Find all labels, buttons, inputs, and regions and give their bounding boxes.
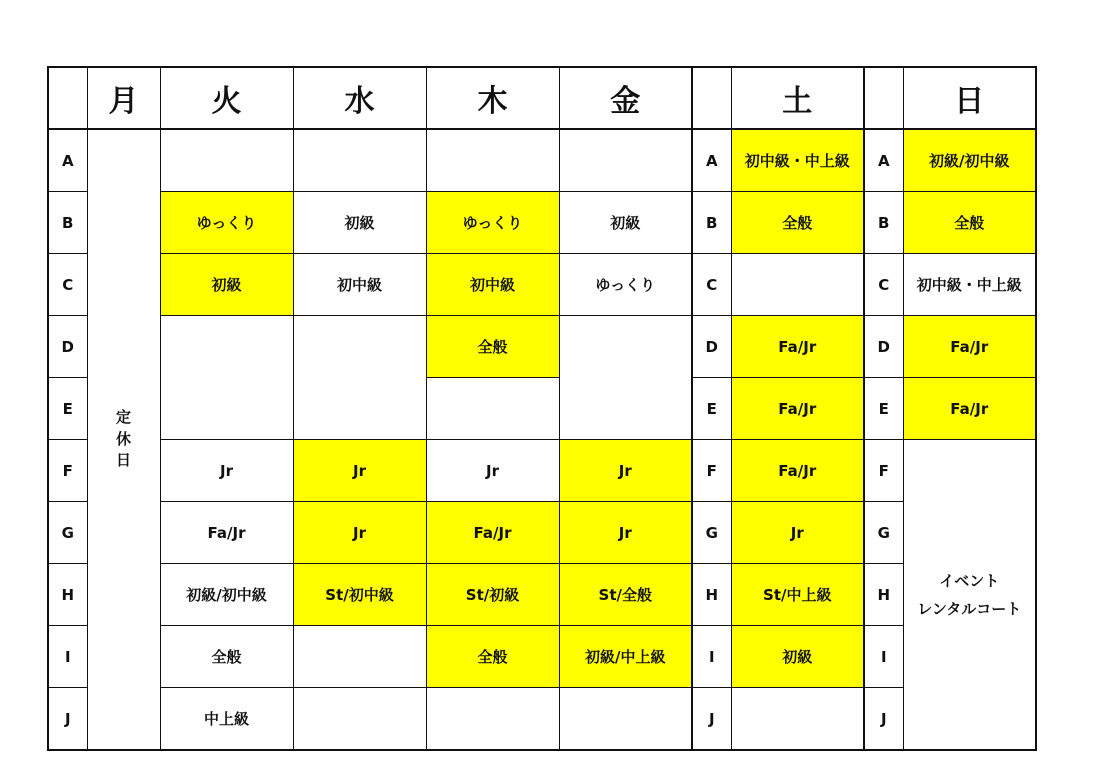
cell-tue-F: Jr <box>160 440 293 502</box>
cell-sat-J <box>731 688 864 751</box>
sat-slot-label: C <box>692 254 731 316</box>
sat-slot-label: A <box>692 129 731 192</box>
cell-thu-E <box>426 378 559 440</box>
header-sat-slot-col <box>692 67 731 129</box>
cell-wed-B: 初級 <box>293 192 426 254</box>
row-J <box>48 688 1036 751</box>
sun-slot-label: C <box>864 254 903 316</box>
cell-sat-D: Fa/Jr <box>731 316 864 378</box>
sat-slot-label: H <box>692 564 731 626</box>
slot-label: C <box>48 254 87 316</box>
cell-tue-H: 初級/初中級 <box>160 564 293 626</box>
cell-wed-DE <box>293 316 426 440</box>
sun-slot-label: A <box>864 129 903 192</box>
cell-wed-I <box>293 626 426 688</box>
cell-fri-F: Jr <box>559 440 692 502</box>
cell-sat-C <box>731 254 864 316</box>
row-F <box>48 440 1036 502</box>
cell-thu-A <box>426 129 559 192</box>
cell-thu-J <box>426 688 559 751</box>
cell-fri-D <box>559 316 692 378</box>
cell-thu-H: St/初級 <box>426 564 559 626</box>
slot-label: J <box>48 688 87 751</box>
cell-fri-I: 初級/中上級 <box>559 626 692 688</box>
sat-slot-label: B <box>692 192 731 254</box>
sat-slot-label: J <box>692 688 731 751</box>
cell-wed-C: 初中級 <box>293 254 426 316</box>
sun-slot-label: G <box>864 502 903 564</box>
cell-fri-C: ゆっくり <box>559 254 692 316</box>
sun-slot-label: H <box>864 564 903 626</box>
row-D <box>48 316 1036 378</box>
cell-sun-A: 初級/初中級 <box>903 129 1036 192</box>
sat-slot-label: F <box>692 440 731 502</box>
cell-fri-J <box>559 688 692 751</box>
slot-label: D <box>48 316 87 378</box>
sat-slot-label: D <box>692 316 731 378</box>
cell-tue-B: ゆっくり <box>160 192 293 254</box>
slot-label: E <box>48 378 87 440</box>
cell-tue-A <box>160 129 293 192</box>
cell-sun-B: 全般 <box>903 192 1036 254</box>
header-mon: 月 <box>87 67 160 129</box>
row-C <box>48 254 1036 316</box>
sun-slot-label: F <box>864 440 903 502</box>
slot-label: H <box>48 564 87 626</box>
cell-sun-D: Fa/Jr <box>903 316 1036 378</box>
sun-slot-label: I <box>864 626 903 688</box>
cell-wed-G: Jr <box>293 502 426 564</box>
header-row <box>48 67 1036 129</box>
cell-fri-G: Jr <box>559 502 692 564</box>
cell-tue-J: 中上級 <box>160 688 293 751</box>
sun-slot-label: J <box>864 688 903 751</box>
sun-slot-label: B <box>864 192 903 254</box>
cell-tue-G: Fa/Jr <box>160 502 293 564</box>
cell-fri-A <box>559 129 692 192</box>
sun-slot-label: E <box>864 378 903 440</box>
cell-sat-I: 初級 <box>731 626 864 688</box>
slot-label: I <box>48 626 87 688</box>
cell-wed-H: St/初中級 <box>293 564 426 626</box>
row-A <box>48 129 1036 192</box>
header-thu: 木 <box>426 67 559 129</box>
cell-sat-G: Jr <box>731 502 864 564</box>
cell-tue-C: 初級 <box>160 254 293 316</box>
cell-wed-A <box>293 129 426 192</box>
header-sun-slot-col <box>864 67 903 129</box>
sat-slot-label: I <box>692 626 731 688</box>
cell-sat-A: 初中級・中上級 <box>731 129 864 192</box>
cell-sat-H: St/中上級 <box>731 564 864 626</box>
header-wed: 水 <box>293 67 426 129</box>
cell-tue-I: 全般 <box>160 626 293 688</box>
cell-sat-E: Fa/Jr <box>731 378 864 440</box>
row-B <box>48 192 1036 254</box>
cell-thu-B: ゆっくり <box>426 192 559 254</box>
cell-thu-D: 全般 <box>426 316 559 378</box>
weekly-schedule-table <box>47 66 1037 751</box>
header-sun: 日 <box>903 67 1036 129</box>
cell-thu-I: 全般 <box>426 626 559 688</box>
slot-label: G <box>48 502 87 564</box>
cell-sun-E: Fa/Jr <box>903 378 1036 440</box>
cell-thu-G: Fa/Jr <box>426 502 559 564</box>
sat-slot-label: E <box>692 378 731 440</box>
cell-wed-J <box>293 688 426 751</box>
monday-closed: 定 休 日 <box>87 129 160 750</box>
cell-tue-DE <box>160 316 293 440</box>
cell-wed-F: Jr <box>293 440 426 502</box>
cell-sat-B: 全般 <box>731 192 864 254</box>
cell-thu-C: 初中級 <box>426 254 559 316</box>
cell-sun-C: 初中級・中上級 <box>903 254 1036 316</box>
row-G <box>48 502 1036 564</box>
slot-label: F <box>48 440 87 502</box>
cell-fri-B: 初級 <box>559 192 692 254</box>
slot-label: B <box>48 192 87 254</box>
cell-thu-F: Jr <box>426 440 559 502</box>
slot-label: A <box>48 129 87 192</box>
cell-fri-H: St/全般 <box>559 564 692 626</box>
sun-slot-label: D <box>864 316 903 378</box>
header-sat: 土 <box>731 67 864 129</box>
sunday-event-rental: イベント レンタルコート <box>903 440 1036 751</box>
row-I <box>48 626 1036 688</box>
cell-sat-F: Fa/Jr <box>731 440 864 502</box>
corner-cell <box>48 67 87 129</box>
cell-fri-E <box>559 378 692 440</box>
header-tue: 火 <box>160 67 293 129</box>
header-fri: 金 <box>559 67 692 129</box>
row-H <box>48 564 1036 626</box>
sat-slot-label: G <box>692 502 731 564</box>
